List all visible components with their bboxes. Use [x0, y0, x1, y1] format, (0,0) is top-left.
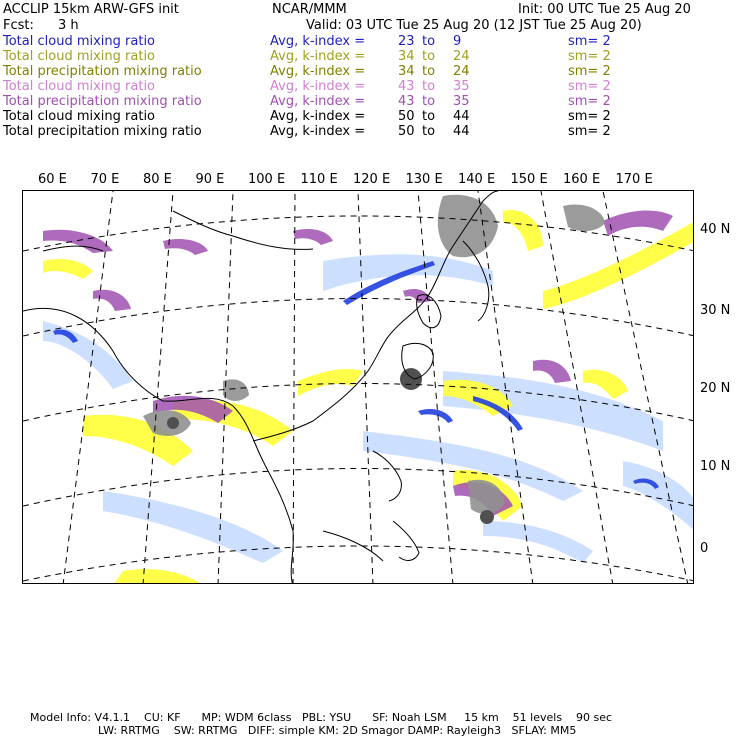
plot-header [0, 0, 740, 150]
valid-time: Valid: 03 UTC Tue 25 Aug 20 (12 JST Tue 25 Aug 20) [306, 18, 642, 33]
legend-smoothing: sm= 2 [568, 64, 611, 79]
legend-k-end: 35 [453, 94, 470, 109]
legend-smoothing: sm= 2 [568, 124, 611, 139]
longitude-label: 160 E [563, 172, 601, 187]
latitude-label: 0 [700, 541, 709, 556]
legend-k-end: 24 [453, 49, 470, 64]
latitude-label: 20 N [700, 381, 731, 396]
legend-k-start: 50 [398, 109, 415, 124]
map-panel [22, 190, 694, 584]
legend-field-name: Total precipitation mixing ratio [3, 64, 202, 79]
legend-k-start: 43 [398, 79, 415, 94]
longitude-label: 150 E [510, 172, 548, 187]
legend-k-end: 24 [453, 64, 470, 79]
legend-k-start: 43 [398, 94, 415, 109]
legend-to: to [422, 94, 436, 109]
legend-k-end: 44 [453, 109, 470, 124]
legend-avg-label: Avg, k-index = [270, 64, 366, 79]
legend-field-name: Total cloud mixing ratio [3, 34, 156, 49]
legend-to: to [422, 79, 436, 94]
cloud-mixing-ratio-low [43, 254, 694, 563]
forecast-hours: 3 h [58, 18, 79, 33]
map-canvas [23, 191, 694, 584]
legend-avg-label: Avg, k-index = [270, 49, 366, 64]
longitude-label: 110 E [300, 172, 338, 187]
legend-field-name: Total precipitation mixing ratio [3, 124, 202, 139]
latitude-label: 10 N [700, 459, 731, 474]
model-info-footer [0, 708, 740, 740]
legend-avg-label: Avg, k-index = [270, 79, 366, 94]
legend-smoothing: sm= 2 [568, 79, 611, 94]
legend-field-name: Total precipitation mixing ratio [3, 94, 202, 109]
legend-field-name: Total cloud mixing ratio [3, 109, 156, 124]
legend-avg-label: Avg, k-index = [270, 34, 366, 49]
legend-k-start: 23 [398, 34, 415, 49]
longitude-label: 80 E [143, 172, 172, 187]
lat-lon-grid [23, 191, 694, 584]
latitude-label: 30 N [700, 303, 731, 318]
longitude-label: 130 E [405, 172, 443, 187]
legend-smoothing: sm= 2 [568, 49, 611, 64]
forecast-label: Fcst: [3, 18, 34, 33]
legend-smoothing: sm= 2 [568, 109, 611, 124]
legend-k-end: 35 [453, 79, 470, 94]
model-info-line-2: LW: RRTMG SW: RRTMG DIFF: simple KM: 2D Smagor DAMP: Rayleigh3 SFLAY: MM5 [98, 724, 577, 737]
longitude-label: 140 E [458, 172, 496, 187]
legend-k-start: 34 [398, 64, 415, 79]
precipitation-mixing-ratio [43, 211, 673, 516]
longitude-label: 100 E [248, 172, 286, 187]
longitude-label: 170 E [615, 172, 653, 187]
legend-to: to [422, 109, 436, 124]
plot-title: ACCLIP 15km ARW-GFS init [3, 2, 179, 17]
legend-to: to [422, 64, 436, 79]
legend-k-start: 50 [398, 124, 415, 139]
legend-to: to [422, 49, 436, 64]
legend-k-end: 44 [453, 124, 470, 139]
organization-label: NCAR/MMM [272, 2, 347, 17]
legend-to: to [422, 34, 436, 49]
legend-avg-label: Avg, k-index = [270, 109, 366, 124]
latitude-label: 40 N [700, 222, 731, 237]
longitude-label: 90 E [195, 172, 225, 187]
legend-k-end: 9 [453, 34, 462, 49]
legend-smoothing: sm= 2 [568, 94, 611, 109]
longitude-label: 120 E [353, 172, 391, 187]
longitude-label: 60 E [38, 172, 67, 187]
legend-k-start: 34 [398, 49, 415, 64]
legend-avg-label: Avg, k-index = [270, 94, 366, 109]
model-info-line-1: Model Info: V4.1.1 CU: KF MP: WDM 6class PBL: YSU SF: Noah LSM 15 km 51 levels 90 sec [30, 711, 613, 724]
legend-avg-label: Avg, k-index = [270, 124, 366, 139]
legend-field-name: Total cloud mixing ratio [3, 49, 156, 64]
legend-field-name: Total cloud mixing ratio [3, 79, 156, 94]
init-time: Init: 00 UTC Tue 25 Aug 20 [518, 2, 691, 17]
longitude-label: 70 E [90, 172, 120, 187]
cloud-fields [43, 195, 694, 584]
legend-smoothing: sm= 2 [568, 34, 611, 49]
legend-to: to [422, 124, 436, 139]
